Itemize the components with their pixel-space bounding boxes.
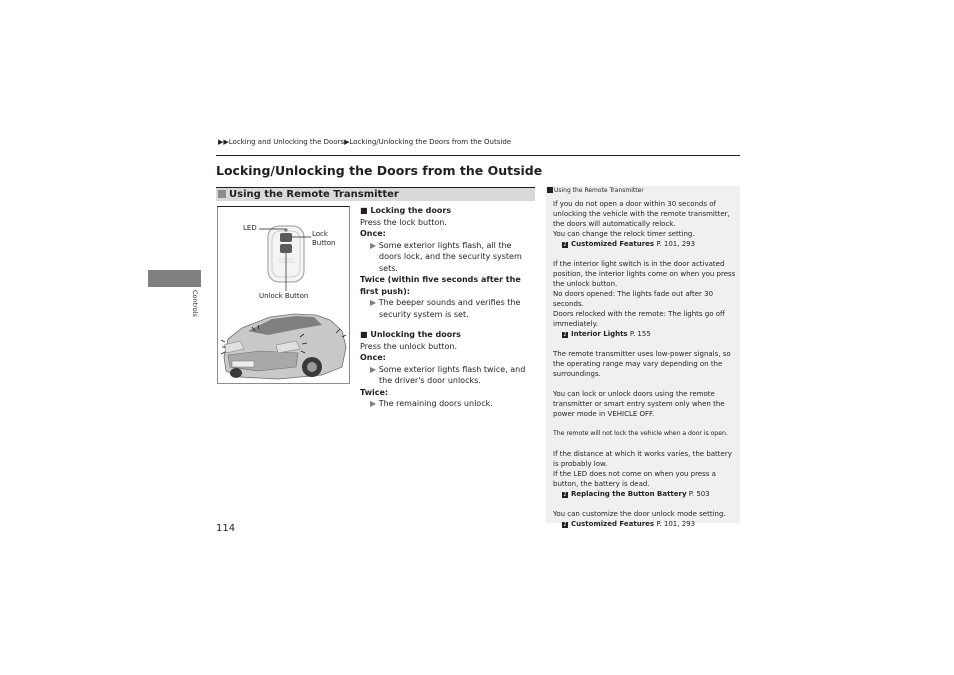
sidebar-paragraph: You can customize the door unlock mode setting.: [553, 510, 726, 518]
locking-twice-text: The beeper sounds and verifies the security system is set.: [378, 298, 521, 319]
xref-title[interactable]: Replacing the Button Battery: [571, 490, 687, 498]
breadcrumb-item-1[interactable]: Locking and Unlocking the Doors: [228, 138, 345, 146]
triangle-bullet-icon: ▶: [370, 364, 377, 374]
locking-instruction: Press the lock button.: [360, 217, 447, 227]
sidebar-heading: [547, 187, 644, 194]
side-tab[interactable]: [148, 270, 201, 287]
unlocking-instruction: Press the unlock button.: [360, 341, 458, 351]
locking-once-result: [360, 240, 535, 275]
xref-pages: P. 503: [688, 490, 710, 498]
section-heading-text: Using the Remote Transmitter: [229, 189, 399, 200]
xref-title[interactable]: Customized Features: [571, 520, 655, 528]
sidebar-paragraph: No doors opened: The lights fade out after 30 seconds.: [553, 290, 714, 308]
sidebar-paragraph: Doors relocked with the remote: The lights go off immediately.: [553, 310, 725, 328]
xref-replacing-battery[interactable]: [553, 489, 736, 499]
note-icon: [547, 187, 553, 193]
header-rule: [216, 155, 740, 156]
triangle-bullet-icon: ▶: [370, 240, 377, 250]
unlocking-once-label: Once:: [360, 353, 386, 362]
cross-reference-icon: 2: [563, 242, 567, 248]
sidebar-paragraph: You can lock or unlock doors using the remote transmitter or smart entry system only when the power mode in VEHICLE OFF.: [553, 390, 725, 418]
led-label: LED: [243, 224, 257, 232]
xref-title[interactable]: Interior Lights: [571, 330, 628, 338]
triangle-bullet-icon: ▶: [370, 399, 377, 408]
unlocking-twice-label: Twice:: [360, 387, 389, 397]
locking-heading-text: Locking the doors: [370, 206, 452, 215]
locking-heading: ■ Locking the doors: [360, 206, 452, 215]
unlocking-heading: ■ Unlocking the doors: [360, 330, 461, 339]
breadcrumb: [218, 138, 511, 146]
breadcrumb-arrow-icon: ▶▶: [218, 138, 229, 146]
locking-once-label: Once:: [360, 229, 386, 238]
triangle-bullet-icon: ▶: [370, 298, 377, 307]
locking-twice-label: Twice (within five seconds after the first push):: [360, 275, 521, 296]
lock-button-label-line1: Lock: [312, 230, 328, 238]
section-square-icon: [218, 190, 226, 198]
unlocking-twice-result: [360, 398, 535, 410]
xref-customized-features[interactable]: [553, 239, 736, 249]
page-number: 114: [216, 523, 236, 534]
remote-car-illustration: [217, 206, 350, 384]
unlocking-twice-text: The remaining doors unlock.: [378, 399, 493, 408]
xref-customized-features-2[interactable]: [553, 519, 736, 529]
section-heading: [216, 187, 535, 201]
cross-reference-icon: 2: [563, 522, 567, 528]
xref-pages: P. 101, 293: [656, 240, 696, 248]
sidebar-paragraph: The remote will not lock the vehicle when a door is open.: [553, 430, 728, 437]
sidebar-body: [553, 199, 736, 529]
xref-pages: P. 101, 293: [656, 520, 696, 528]
breadcrumb-arrow-icon: ▶: [344, 138, 350, 146]
sidebar-paragraph: If you do not open a door within 30 seconds of unlocking the vehicle with the remote transmitter, the doors will automatically relock.: [553, 200, 730, 228]
unlocking-once-text: Some exterior lights flash twice, and the driver's door unlocks.: [378, 364, 526, 385]
side-tab-label: Controls: [191, 290, 199, 317]
xref-pages: P. 155: [629, 330, 651, 338]
sidebar-paragraph: If the LED does not come on when you press a button, the battery is dead.: [553, 470, 716, 488]
unlock-button-label: Unlock Button: [259, 292, 309, 300]
xref-title[interactable]: Customized Features: [571, 240, 655, 248]
sidebar-paragraph: You can change the relock timer setting.: [553, 230, 695, 238]
cross-reference-icon: 2: [563, 332, 567, 338]
sidebar-paragraph: The remote transmitter uses low-power signals, so the operating range may vary depending on the surroundings.: [553, 350, 731, 378]
locking-twice-result: [360, 297, 535, 320]
unlocking-once-result: [360, 364, 535, 387]
unlocking-heading-text: Unlocking the doors: [370, 330, 461, 339]
sidebar-paragraph: If the distance at which it works varies, the battery is probably low.: [553, 450, 732, 468]
xref-interior-lights[interactable]: [553, 329, 736, 339]
locking-once-text: Some exterior lights flash, all the doors lock, and the security system sets.: [378, 240, 522, 273]
instructions-column: [360, 205, 535, 410]
notes-sidebar: [546, 186, 740, 528]
breadcrumb-item-2[interactable]: Locking/Unlocking the Doors from the Outside: [349, 138, 512, 146]
lock-button-label-line2: Button: [312, 239, 336, 247]
page-title: Locking/Unlocking the Doors from the Outside: [216, 163, 543, 178]
sidebar-heading-text: Using the Remote Transmitter: [554, 187, 644, 194]
sidebar-paragraph: If the interior light switch is in the door activated position, the interior lights come on when you press the unlock button.: [553, 260, 736, 288]
cross-reference-icon: 2: [563, 492, 567, 498]
